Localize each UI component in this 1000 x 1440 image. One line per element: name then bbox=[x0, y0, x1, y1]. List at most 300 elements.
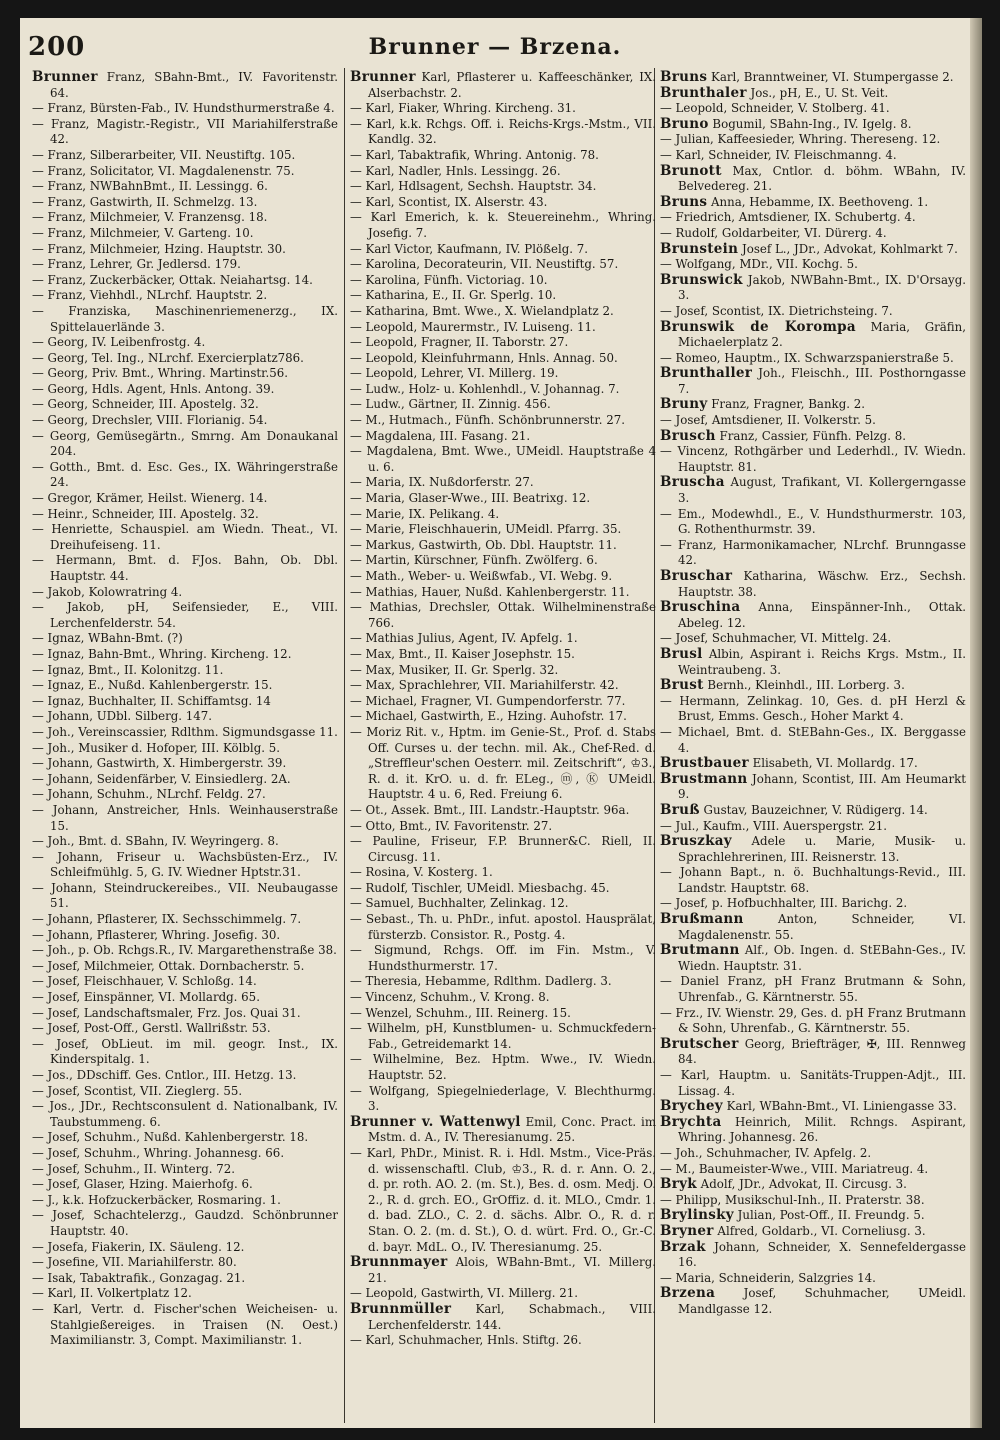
entry-text: — Josef, p. Hofbuchhalter, III. Barichg. 2. bbox=[660, 896, 908, 911]
directory-entry bbox=[660, 1224, 966, 1240]
directory-entry bbox=[32, 1162, 338, 1178]
directory-entry bbox=[32, 288, 338, 304]
directory-entry bbox=[660, 101, 966, 117]
entry-text: — Wilhelm, pH, Kunstblumen- u. Schmuckfedern-Fab., Getreidemarkt 14. bbox=[350, 1021, 656, 1051]
entry-text: August, Trafikant, VI. Kollergerngasse 3. bbox=[678, 475, 966, 506]
directory-entry bbox=[660, 164, 966, 195]
entry-text: — M., Hutmach., Fünfh. Schönbrunnerstr. 27. bbox=[350, 413, 626, 428]
directory-entry bbox=[32, 1177, 338, 1193]
directory-entry bbox=[660, 444, 966, 475]
column-divider bbox=[344, 68, 345, 1423]
surname-heading: Brußmann bbox=[660, 911, 744, 928]
directory-entry bbox=[660, 475, 966, 506]
entry-text: Albin, Aspirant i. Reichs Krgs. Mstm., II. Weintraubeng. 3. bbox=[678, 646, 966, 677]
directory-entry bbox=[350, 429, 656, 445]
entry-text: Johann, Schneider, X. Sennefeldergasse 16. bbox=[678, 1239, 966, 1270]
directory-entry bbox=[32, 179, 338, 195]
surname-heading: Brunthaller bbox=[660, 365, 753, 382]
entry-text: — Josef, Schuhm., Nußd. Kahlenbergerstr. 18. bbox=[32, 1130, 309, 1145]
directory-entry bbox=[350, 444, 656, 475]
entry-text: — Max, Musiker, II. Gr. Sperlg. 32. bbox=[350, 662, 559, 677]
entry-text: — Karl, Tabaktrafik, Whring. Antonig. 78. bbox=[350, 147, 599, 162]
entry-text: — Josef, Fleischhauer, V. Schloßg. 14. bbox=[32, 974, 257, 989]
directory-entry bbox=[350, 210, 656, 241]
directory-entry bbox=[32, 553, 338, 584]
entry-text: — Karl, Schuhmacher, Hnls. Stiftg. 26. bbox=[350, 1333, 582, 1348]
directory-entry bbox=[32, 928, 338, 944]
entry-text: — Karl, Nadler, Hnls. Lessingg. 26. bbox=[350, 163, 561, 178]
directory-entry bbox=[350, 397, 656, 413]
entry-text: — Pauline, Friseur, F.P. Brunner&C. Riell, II. Circusg. 11. bbox=[350, 834, 656, 864]
directory-page bbox=[20, 18, 982, 1428]
entry-text: — Sigmund, Rchgs. Off. im Fin. Mstm., V. Hundsthurmerstr. 17. bbox=[350, 943, 656, 973]
entry-text: — Josef, ObLieut. im mil. geogr. Inst., IX. Kinderspitalg. 1. bbox=[32, 1036, 338, 1067]
directory-entry bbox=[660, 1115, 966, 1146]
entry-text: — Mathias, Hauer, Nußd. Kahlenbergerstr. 11. bbox=[350, 584, 630, 599]
entry-text: Adolf, JDr., Advokat, II. Circusg. 3. bbox=[696, 1177, 907, 1192]
directory-entry bbox=[350, 179, 656, 195]
entry-text: — Markus, Gastwirth, Ob. Dbl. Hauptstr. 11. bbox=[350, 537, 617, 552]
surname-heading: Bruns bbox=[660, 70, 708, 85]
directory-entry bbox=[350, 819, 656, 835]
directory-entry bbox=[32, 709, 338, 725]
directory-entry bbox=[32, 491, 338, 507]
directory-entry bbox=[350, 1084, 656, 1115]
entry-text: — J., k.k. Hofzuckerbäcker, Rosmaring. 1. bbox=[32, 1192, 281, 1207]
directory-entry bbox=[350, 631, 656, 647]
directory-entry bbox=[660, 148, 966, 164]
surname-heading: Brychey bbox=[660, 1098, 723, 1115]
surname-heading: Brustbauer bbox=[660, 755, 749, 772]
entry-text: — Gotth., Bmt. d. Esc. Ges., IX. Währingerstraße 24. bbox=[32, 459, 338, 490]
entry-text: — Josefa, Fiakerin, IX. Säuleng. 12. bbox=[32, 1239, 245, 1254]
entry-text: — Johann Bapt., n. ö. Buchhaltungs-Revid., III. Landstr. Hauptstr. 68. bbox=[660, 865, 966, 895]
page-edge bbox=[970, 18, 982, 1428]
entry-text: — Vincenz, Schuhm., V. Krong. 8. bbox=[350, 990, 550, 1005]
directory-entry bbox=[32, 117, 338, 148]
directory-entry bbox=[350, 678, 656, 694]
directory-entry bbox=[350, 912, 656, 943]
directory-entry bbox=[660, 320, 966, 351]
directory-entry bbox=[32, 460, 338, 491]
entry-text: Alois, WBahn-Bmt., VI. Millerg. 21. bbox=[368, 1255, 656, 1285]
entry-text: — Marie, Fleischhauerin, UMeidl. Pfarrg. 35. bbox=[350, 522, 622, 537]
directory-entry bbox=[660, 896, 966, 912]
entry-text: — Math., Weber- u. Weißwfab., VI. Webg. 9. bbox=[350, 569, 613, 583]
surname-heading: Bruszkay bbox=[660, 833, 732, 850]
directory-entry bbox=[350, 694, 656, 710]
entry-text: — Josef, Scontist, IX. Dietrichsteing. 7. bbox=[660, 303, 893, 318]
entry-text: — Josef, Glaser, Hzing. Maierhofg. 6. bbox=[32, 1177, 253, 1192]
entry-text: Joh., Fleischh., III. Posthorngasse 7. bbox=[678, 366, 966, 396]
entry-text: — Ludw., Gärtner, II. Zinnig. 456. bbox=[350, 397, 551, 412]
entry-text: — Gregor, Krämer, Heilst. Wienerg. 14. bbox=[32, 491, 268, 506]
directory-entry bbox=[350, 382, 656, 398]
entry-text: — Maria, IX. Nußdorferstr. 27. bbox=[350, 475, 534, 490]
surname-heading: Brunott bbox=[660, 162, 722, 179]
directory-entry bbox=[32, 974, 338, 990]
directory-entry bbox=[660, 351, 966, 367]
directory-entry bbox=[660, 1099, 966, 1115]
entry-text: — Leopold, Maurermstr., IV. Luiseng. 11. bbox=[350, 319, 596, 334]
entry-text: — Magdalena, III. Fasang. 21. bbox=[350, 428, 531, 443]
directory-entry bbox=[32, 990, 338, 1006]
directory-entry bbox=[660, 538, 966, 569]
entry-text: — Hermann, Bmt. d. FJos. Bahn, Ob. Dbl. Hauptstr. 44. bbox=[32, 553, 338, 583]
entry-text: — Franz, Magistr.-Registr., VII Mariahilferstraße 42. bbox=[32, 116, 338, 147]
directory-entry bbox=[32, 741, 338, 757]
entry-text: Maria, Gräfin, Michaelerplatz 2. bbox=[678, 319, 966, 350]
entry-text: — Franz, Silberarbeiter, VII. Neustiftg. 105. bbox=[32, 147, 296, 162]
directory-entry bbox=[660, 1006, 966, 1037]
entry-text: — Joh., Bmt. d. SBahn, IV. Weyringerg. 8. bbox=[32, 834, 279, 849]
surname-heading: Brunner bbox=[32, 70, 98, 85]
directory-entry bbox=[660, 1068, 966, 1099]
entry-text: — Leopold, Gastwirth, VI. Millerg. 21. bbox=[350, 1286, 579, 1301]
entry-text: — Franz, Milchmeier, V. Garteng. 10. bbox=[32, 225, 254, 240]
entry-text: Anna, Hebamme, IX. Beethoveng. 1. bbox=[707, 194, 929, 209]
entry-text: — Johann, Gastwirth, X. Himbergerstr. 39. bbox=[32, 756, 287, 771]
directory-entry bbox=[350, 491, 656, 507]
surname-heading: Bruscha bbox=[660, 474, 725, 491]
entry-text: — Johann, Anstreicher, Hnls. Weinhauserstraße 15. bbox=[32, 802, 338, 833]
directory-entry bbox=[32, 1286, 338, 1302]
directory-entry bbox=[32, 1021, 338, 1037]
entry-text: — Leopold, Schneider, V. Stolberg. 41. bbox=[660, 101, 890, 116]
surname-heading: Brust bbox=[660, 677, 704, 694]
entry-text: — Joh., Schuhmacher, IV. Apfelg. 2. bbox=[660, 1145, 872, 1160]
directory-entry bbox=[350, 522, 656, 538]
entry-text: — Georg, Gemüsegärtn., Smrng. Am Donaukanal 204. bbox=[32, 428, 338, 459]
entry-text: — Josef, Schuhm., II. Winterg. 72. bbox=[32, 1161, 236, 1176]
entry-text: — Ludw., Holz- u. Kohlenhdl., V. Johannag. 7. bbox=[350, 381, 620, 396]
directory-entry bbox=[350, 974, 656, 990]
directory-entry bbox=[32, 647, 338, 663]
directory-entry bbox=[32, 351, 338, 367]
entry-text: — Georg, IV. Leibenfrostg. 4. bbox=[32, 335, 206, 350]
directory-entry bbox=[32, 772, 338, 788]
directory-entry bbox=[350, 1052, 656, 1083]
directory-entry bbox=[32, 631, 338, 647]
directory-entry bbox=[660, 413, 966, 429]
directory-entry bbox=[32, 585, 338, 601]
directory-entry bbox=[32, 694, 338, 710]
directory-entry bbox=[350, 288, 656, 304]
entry-text: — Vincenz, Rothgärber und Lederhdl., IV. Wiedn. Hauptstr. 81. bbox=[660, 444, 966, 474]
entry-text: — Maria, Glaser-Wwe., III. Beatrixg. 12. bbox=[350, 491, 591, 506]
entry-text: — Max, Bmt., II. Kaiser Josephstr. 15. bbox=[350, 646, 575, 661]
entry-text: — Joh., p. Ob. Rchgs.R., IV. Margarethenstraße 38. bbox=[32, 943, 337, 958]
directory-entry bbox=[350, 865, 656, 881]
entry-text: — Karl, Fiaker, Whring. Kircheng. 31. bbox=[350, 101, 576, 116]
entry-text: — Jos., JDr., Rechtsconsulent d. Nationalbank, IV. Taubstummeng. 6. bbox=[32, 1099, 338, 1129]
directory-entry bbox=[350, 943, 656, 974]
entry-text: — Karl Emerich, k. k. Steuereinehm., Whring. Josefig. 7. bbox=[350, 210, 656, 240]
directory-entry bbox=[660, 304, 966, 320]
entry-text: Heinrich, Milit. Rchngs. Aspirant, Whring. Johannesg. 26. bbox=[678, 1114, 966, 1145]
directory-entry bbox=[660, 86, 966, 102]
entry-text: — Josef, Schuhm., Whring. Johannesg. 66. bbox=[32, 1145, 285, 1160]
directory-entry bbox=[32, 1271, 338, 1287]
entry-text: Josef L., JDr., Advokat, Kohlmarkt 7. bbox=[738, 241, 958, 256]
directory-entry bbox=[350, 475, 656, 491]
directory-entry bbox=[350, 351, 656, 367]
directory-entry bbox=[32, 1208, 338, 1239]
entry-text: — Johann, Schuhm., NLrchf. Feldg. 27. bbox=[32, 787, 266, 802]
entry-text: — Theresia, Hebamme, Rdlthm. Dadlerg. 3. bbox=[350, 974, 612, 989]
directory-entry bbox=[660, 117, 966, 133]
directory-entry bbox=[660, 242, 966, 258]
page-header bbox=[20, 18, 970, 68]
entry-text: — Ignaz, WBahn-Bmt. (?) bbox=[32, 631, 183, 646]
directory-entry bbox=[350, 164, 656, 180]
directory-entry bbox=[32, 1006, 338, 1022]
directory-entry bbox=[32, 1068, 338, 1084]
entry-text: — Friedrich, Amtsdiener, IX. Schubertg. 4. bbox=[660, 210, 916, 225]
entry-text: — Joh., Vereinscassier, Rdlthm. Sigmundsgasse 11. bbox=[32, 724, 338, 739]
directory-entry bbox=[32, 1099, 338, 1130]
entry-text: — Daniel Franz, pH Franz Brutmann & Sohn, Uhrenfab., G. Kärntnerstr. 55. bbox=[660, 974, 966, 1005]
surname-heading: Bruny bbox=[660, 396, 708, 413]
entry-text: — Wolfgang, Spiegelniederlage, V. Blechthurmg. 3. bbox=[350, 1083, 656, 1114]
directory-entry bbox=[350, 663, 656, 679]
entry-text: — Hermann, Zelinkag. 10, Ges. d. pH Herzl & Brust, Emms. Gesch., Hoher Markt 4. bbox=[660, 693, 966, 724]
entry-text: Alf., Ob. Ingen. d. StEBahn-Ges., IV. Wiedn. Hauptstr. 31. bbox=[678, 943, 966, 973]
directory-entry bbox=[660, 210, 966, 226]
entry-text: — Karl, Hdlsagent, Sechsh. Hauptstr. 34. bbox=[350, 179, 597, 194]
directory-entry bbox=[350, 304, 656, 320]
entry-text: — Sebast., Th. u. PhDr., infut. apostol. Hausprälat, fürsterzb. Consistor. R., Postg. 4. bbox=[350, 912, 656, 942]
directory-entry bbox=[350, 273, 656, 289]
entry-text: — Franz, Viehhdl., NLrchf. Hauptstr. 2. bbox=[32, 288, 268, 303]
entry-text: — Georg, Tel. Ing., NLrchf. Exercierplatz786. bbox=[32, 350, 304, 365]
directory-entry bbox=[350, 647, 656, 663]
directory-entry bbox=[32, 148, 338, 164]
directory-entry bbox=[32, 834, 338, 850]
entry-text: — Marie, IX. Pelikang. 4. bbox=[350, 506, 500, 521]
directory-entry bbox=[32, 1084, 338, 1100]
directory-entry bbox=[660, 1162, 966, 1178]
surname-heading: Brylinsky bbox=[660, 1207, 734, 1224]
directory-entry bbox=[32, 600, 338, 631]
directory-entry bbox=[660, 70, 966, 86]
directory-entry bbox=[350, 881, 656, 897]
entry-text: — Ot., Assek. Bmt., III. Landstr.-Hauptstr. 96a. bbox=[350, 802, 630, 817]
directory-entry bbox=[660, 819, 966, 835]
surname-heading: Brzak bbox=[660, 1238, 706, 1255]
entry-text: — Ignaz, Bmt., II. Kolonitzg. 11. bbox=[32, 662, 224, 677]
directory-entry bbox=[32, 273, 338, 289]
directory-entry bbox=[660, 912, 966, 943]
directory-entry bbox=[660, 366, 966, 397]
directory-entry bbox=[350, 553, 656, 569]
surname-heading: Bryner bbox=[660, 1222, 714, 1239]
entry-text: — Leopold, Kleinfuhrmann, Hnls. Annag. 50. bbox=[350, 350, 618, 365]
entry-text: — Johann, UDbl. Silberg. 147. bbox=[32, 709, 213, 724]
directory-entry bbox=[350, 195, 656, 211]
entry-text: — M., Baumeister-Wwe., VIII. Mariatreug. 4. bbox=[660, 1161, 929, 1176]
entry-text: Max, Cntlor. d. böhm. WBahn, IV. Belvedereg. 21. bbox=[678, 163, 966, 194]
directory-entry bbox=[32, 725, 338, 741]
directory-entry bbox=[32, 429, 338, 460]
directory-entry bbox=[660, 257, 966, 273]
directory-entry bbox=[350, 585, 656, 601]
entry-text: — Max, Sprachlehrer, VII. Mariahilferstr. 42. bbox=[350, 678, 619, 693]
entry-text: — Jos., DDschiff. Ges. Cntlor., III. Hetzg. 13. bbox=[32, 1068, 297, 1082]
page-number: 200 bbox=[28, 32, 86, 62]
directory-entry bbox=[660, 600, 966, 631]
directory-entry bbox=[660, 1271, 966, 1287]
entry-text: — Romeo, Hauptm., IX. Schwarzspanierstraße 5. bbox=[660, 350, 954, 365]
entry-text: — Josef, Post-Off., Gerstl. Wallrißstr. 53. bbox=[32, 1021, 271, 1036]
directory-entry bbox=[350, 507, 656, 523]
entry-text: — Franz, Bürsten-Fab., IV. Hundsthurmerstraße 4. bbox=[32, 101, 335, 116]
surname-heading: Brunner bbox=[350, 70, 416, 85]
directory-entry bbox=[32, 397, 338, 413]
directory-entry bbox=[32, 850, 338, 881]
entry-text: — Wolfgang, MDr., VII. Kochg. 5. bbox=[660, 257, 858, 272]
entry-text: — Josef, Landschaftsmaler, Frz. Jos. Quai 31. bbox=[32, 1005, 301, 1020]
directory-entry bbox=[32, 803, 338, 834]
entry-text: — Josef, Schuhmacher, VI. Mittelg. 24. bbox=[660, 631, 892, 646]
directory-entry bbox=[660, 226, 966, 242]
entry-text: Johann, Scontist, III. Am Heumarkt 9. bbox=[678, 771, 966, 802]
directory-entry bbox=[32, 507, 338, 523]
column-1 bbox=[32, 70, 338, 1425]
entry-text: — Franz, Harmonikamacher, NLrchf. Brunngasse 42. bbox=[660, 537, 966, 568]
entry-text: — Magdalena, Bmt. Wwe., UMeidl. Hauptstraße 4 u. 6. bbox=[350, 444, 656, 474]
entry-text: Georg, Briefträger, ✠, III. Rennweg 84. bbox=[678, 1036, 966, 1067]
directory-entry bbox=[660, 1208, 966, 1224]
entry-text: — Karl, II. Volkertplatz 12. bbox=[32, 1286, 192, 1301]
entry-text: Alfred, Goldarb., VI. Corneliusg. 3. bbox=[713, 1223, 926, 1238]
directory-entry bbox=[32, 366, 338, 382]
directory-entry bbox=[350, 242, 656, 258]
directory-entry bbox=[32, 756, 338, 772]
directory-entry bbox=[350, 990, 656, 1006]
directory-entry bbox=[660, 132, 966, 148]
entry-text: — Johann, Steindruckereibes., VII. Neubaugasse 51. bbox=[32, 880, 338, 911]
entry-text: — Katharina, E., II. Gr. Sperlg. 10. bbox=[350, 288, 557, 303]
entry-text: — Franz, Milchmeier, V. Franzensg. 18. bbox=[32, 210, 268, 225]
entry-text: — Johann, Pflasterer, IX. Sechsschimmelg. 7. bbox=[32, 912, 302, 927]
directory-entry bbox=[660, 397, 966, 413]
directory-entry bbox=[660, 1177, 966, 1193]
directory-entry bbox=[32, 226, 338, 242]
entry-text: — Jakob, Kolowratring 4. bbox=[32, 584, 183, 599]
entry-text: — Leopold, Fragner, II. Taborstr. 27. bbox=[350, 335, 569, 350]
directory-entry bbox=[660, 647, 966, 678]
directory-entry bbox=[660, 834, 966, 865]
directory-entry bbox=[350, 101, 656, 117]
column-3 bbox=[660, 70, 966, 1425]
entry-text: — Josefine, VII. Mariahilferstr. 80. bbox=[32, 1255, 237, 1270]
directory-entry bbox=[32, 1240, 338, 1256]
directory-entry bbox=[660, 943, 966, 974]
surname-heading: Brychta bbox=[660, 1113, 722, 1130]
entry-text: Franz, Cassier, Fünfh. Pelzg. 8. bbox=[715, 428, 906, 443]
entry-text: Emil, Conc. Pract. im Mstm. d. A., IV. Theresianumg. 25. bbox=[368, 1114, 656, 1145]
directory-entry bbox=[660, 678, 966, 694]
directory-entry bbox=[32, 1193, 338, 1209]
directory-entry bbox=[660, 1146, 966, 1162]
entry-text: — Rosina, V. Kosterg. 1. bbox=[350, 865, 493, 880]
entry-text: Karl, Pflasterer u. Kaffeeschänker, IX. Alserbachstr. 2. bbox=[368, 70, 656, 100]
surname-heading: Brutscher bbox=[660, 1035, 739, 1052]
entry-text: — Josef, Einspänner, VI. Mollardg. 65. bbox=[32, 990, 260, 1005]
directory-entry bbox=[32, 242, 338, 258]
entry-text: Karl, Branntweiner, VI. Stumpergasse 2. bbox=[707, 70, 954, 84]
entry-text: — Karolina, Decorateurin, VII. Neustiftg. 57. bbox=[350, 257, 619, 272]
entry-text: — Michael, Bmt. d. StEBahn-Ges., IX. Berggasse 4. bbox=[660, 724, 966, 755]
entry-text: — Leopold, Lehrer, VI. Millerg. 19. bbox=[350, 366, 559, 381]
column-2 bbox=[350, 70, 656, 1425]
surname-heading: Brusch bbox=[660, 427, 716, 444]
entry-text: — Josef, Milchmeier, Ottak. Dornbacherstr. 5. bbox=[32, 958, 305, 973]
entry-text: — Heinr., Schneider, III. Apostelg. 32. bbox=[32, 506, 259, 521]
directory-entry bbox=[350, 320, 656, 336]
entry-text: — Michael, Gastwirth, E., Hzing. Auhofstr. 17. bbox=[350, 709, 627, 724]
directory-entry bbox=[660, 772, 966, 803]
entry-text: — Isak, Tabaktrafik., Gonzagag. 21. bbox=[32, 1270, 246, 1285]
directory-entry bbox=[32, 522, 338, 553]
surname-heading: Brutmann bbox=[660, 942, 740, 959]
surname-heading: Brunner v. Wattenwyl bbox=[350, 1113, 521, 1130]
entry-text: Karl, Schabmach., VIII. Lerchenfelderstr. 144. bbox=[368, 1301, 656, 1332]
entry-text: — Johann, Pflasterer, Whring. Josefig. 30. bbox=[32, 927, 281, 942]
entry-text: — Georg, Priv. Bmt., Whring. Martinstr.56. bbox=[32, 366, 288, 381]
entry-text: — Ignaz, E., Nußd. Kahlenbergerstr. 15. bbox=[32, 678, 273, 693]
entry-text: Franz, Fragner, Bankg. 2. bbox=[707, 397, 866, 412]
surname-heading: Bruno bbox=[660, 115, 709, 132]
entry-text: — Rudolf, Goldarbeiter, VI. Dürerg. 4. bbox=[660, 225, 887, 240]
surname-heading: Bryk bbox=[660, 1176, 697, 1193]
entry-text: Bogumil, SBahn-Ing., IV. Igelg. 8. bbox=[708, 116, 912, 131]
directory-entry bbox=[350, 896, 656, 912]
entry-text: Franz, SBahn-Bmt., IV. Favoritenstr. 64. bbox=[50, 70, 338, 100]
running-title: Brunner — Brzena. bbox=[368, 34, 622, 60]
entry-text: — Josef, Schachtelerzg., Gaudzd. Schönbrunner Hauptstr. 40. bbox=[32, 1208, 338, 1238]
directory-entry bbox=[350, 1006, 656, 1022]
entry-text: — Ignaz, Buchhalter, II. Schiffamtsg. 14 bbox=[32, 693, 271, 708]
directory-entry bbox=[350, 1255, 656, 1286]
entry-text: — Josef, Amtsdiener, II. Volkerstr. 5. bbox=[660, 413, 876, 428]
directory-entry bbox=[660, 273, 966, 304]
directory-entry bbox=[350, 148, 656, 164]
entry-text: — Jul., Kaufm., VIII. Auerspergstr. 21. bbox=[660, 818, 888, 833]
directory-entry bbox=[660, 1286, 966, 1317]
entry-text: Katharina, Wäschw. Erz., Sechsh. Hauptstr. 38. bbox=[678, 569, 966, 599]
entry-text: — Franz, Zuckerbäcker, Ottak. Neiahartsg. 14. bbox=[32, 272, 313, 287]
directory-entry bbox=[350, 70, 656, 101]
entry-text: — Karl, Scontist, IX. Alserstr. 43. bbox=[350, 194, 548, 209]
entry-text: — Franz, Gastwirth, II. Schmelzg. 13. bbox=[32, 194, 258, 209]
directory-entry bbox=[350, 834, 656, 865]
directory-entry bbox=[660, 865, 966, 896]
entry-text: — Karolina, Fünfh. Victoriag. 10. bbox=[350, 272, 548, 287]
entry-text: — Henriette, Schauspiel. am Wiedn. Theat., VI. Dreihufeiseng. 11. bbox=[32, 522, 338, 552]
entry-text: — Karl, Vertr. d. Fischer'schen Weicheisen- u. Stahlgießereiges. in Traisen (N. Oest.) Maximilianstr. 3, Compt. Maximilianstr. 1. bbox=[32, 1301, 338, 1348]
directory-entry bbox=[32, 959, 338, 975]
directory-entry bbox=[350, 1333, 656, 1349]
directory-entry bbox=[32, 335, 338, 351]
directory-entry bbox=[32, 164, 338, 180]
entry-text: — Franz, Milchmeier, Hzing. Hauptstr. 30. bbox=[32, 241, 286, 256]
directory-entry bbox=[32, 70, 338, 101]
directory-entry bbox=[32, 663, 338, 679]
entry-text: — Georg, Hdls. Agent, Hnls. Antong. 39. bbox=[32, 381, 275, 396]
entry-text: — Em., Modewhdl., E., V. Hundsthurmerstr. 103, G. Rothenthurmstr. 39. bbox=[660, 506, 966, 537]
